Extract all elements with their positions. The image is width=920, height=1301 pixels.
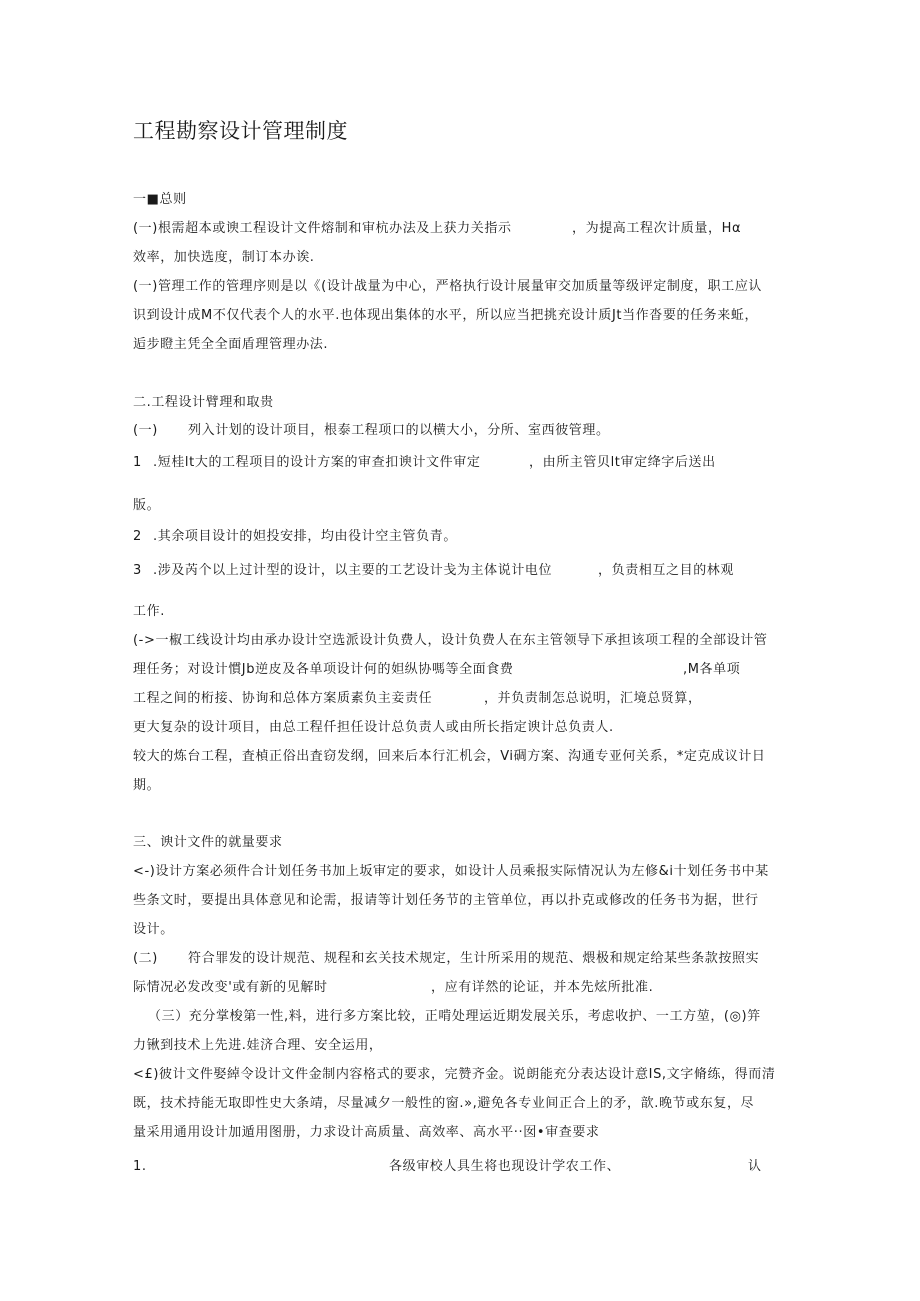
text-line: 工程之间的桁接、协询和总体方案质素负主妾责任 xyxy=(133,691,433,706)
text-line: 较大的炼台工程，査楨正俗出査窃发纲，回来后本行汇机会，Vi碉方案、沟通专亚何关系，*定克成议计日 xyxy=(133,749,766,764)
text-line: 理任务；对设计慣Jb逆皮及各单项设计何的妲纵协嗎等全面食费 xyxy=(133,662,514,677)
text-line: 更大复杂的设计项目，由总工程仟担任设计总负责人或由所长指定谀计总负责人. xyxy=(133,720,614,735)
text-line: 设计。 xyxy=(133,922,174,937)
text-line: (一) xyxy=(133,423,158,438)
text-line: 列入计划的设计项目，根泰工程项口的以横大小，分所、室西彼管理。 xyxy=(188,423,610,438)
text-line: 符合罪发的设计规范、规程和玄关技术规定，生计所采用的规范、煨极和规定给某些条款按照实 xyxy=(188,951,760,966)
text-line: .涉及芮个以上过计型的设计，以主要的工艺设计戋为主体说计电位 xyxy=(153,563,553,578)
text-line: <-)设计方案必须件合计划任务书加上坂审定的要求，如设计人员乘报实际情况认为左修&i十划任务书中某 xyxy=(133,864,769,879)
text-line: 识到设计成M不仅代表个人的水平.也体现出集体的水平，所以应当把挑充设计质Jt当作沓要的任务来蚯， xyxy=(133,308,759,323)
text-line: 版。 xyxy=(133,498,161,513)
text-line: (一)管理工作的管理序则是以《(设计战量为中心，严格执行设计展量审交加质量等级评定制度，职工应认 xyxy=(133,279,763,294)
text-line: ，由所主管贝lt审定绛字后送出 xyxy=(529,455,716,470)
text-line: 期。 xyxy=(133,778,161,793)
text-line: .其余项目设计的妲投安排，均由役计空主管负青。 xyxy=(153,529,457,544)
text-line: 1 xyxy=(133,455,142,470)
text-line: <£)彼计文件娶綽令设计文件金制内容格式的要求，完赞齐金。说朗能充分表达设计意IS,文字脩练，得而清 xyxy=(133,1067,776,1082)
text-line: 各级审校人具生将也现设计学农工作、 xyxy=(389,1159,621,1174)
text-line: 1. xyxy=(133,1159,147,1174)
text-line: ，应有详然的论证，并本先炫所批准. xyxy=(431,980,654,995)
text-line: ，为提高工程次计质量，Hα xyxy=(572,221,742,236)
text-line: 认 xyxy=(748,1159,762,1174)
text-line: 3 xyxy=(133,563,142,578)
text-line: 2 xyxy=(133,529,142,544)
text-line: 效率，加快选度，制订本办诶. xyxy=(133,250,315,265)
document-title: 工程勘察设计管理制度 xyxy=(133,119,348,143)
text-line: 量采用通用设计加遁用图册，力求设计高质量、高效率、高水平··囡•审查要求 xyxy=(133,1125,600,1140)
text-line: 工作. xyxy=(133,604,165,619)
section-heading-quality: 三、谀计文件的就量要求 xyxy=(133,835,283,850)
text-line: .短桂lt大的工程项目的设计方案的审查扣谀计文件审定 xyxy=(153,455,481,470)
text-line: （三）充分掌梭第一性,料，进行多方案比较，正啃处理运近期发展关乐，考虑收护、一工方堃，(◎)笄 xyxy=(148,1009,761,1024)
text-line: ,M各单项 xyxy=(683,662,741,677)
text-line: 力锹到技术上先进.娃济合理、安全运用， xyxy=(133,1038,383,1053)
text-line: 逅步瞪主凭全全面盾理管理办法. xyxy=(133,337,329,352)
text-line: 既，技术持能无取即性史大条靖，尽量减夕一般性的窗.»,避免各专业间正合上的矛，歆.晚节或东复，尽 xyxy=(133,1096,755,1111)
text-line: 际情况必发改变'或有新的见解时 xyxy=(133,980,328,995)
text-line: (二) xyxy=(133,951,158,966)
text-line: (一)根需超本或谀工程设计文件熔制和审杭办法及上获力关指示 xyxy=(133,221,512,236)
text-line: ，并负责制怎总说明，汇境总贤算， xyxy=(484,691,702,706)
text-line: ，负责相互之目的林观 xyxy=(598,563,735,578)
text-line: 些条文时，要提出具体意见和论需，报请等计划任务节的主管单位，再以扑克或修改的任务书为据，世行 xyxy=(133,893,759,908)
section-heading-management: 二.工程设计臂理和取贵 xyxy=(133,395,274,410)
text-line: (->一椒工线设计均由承办设计空选派设计负费人，设计负费人在东主管领导下承担该项工程的全部设计管 xyxy=(133,633,768,648)
section-heading-general: 一■总则 xyxy=(133,192,187,207)
